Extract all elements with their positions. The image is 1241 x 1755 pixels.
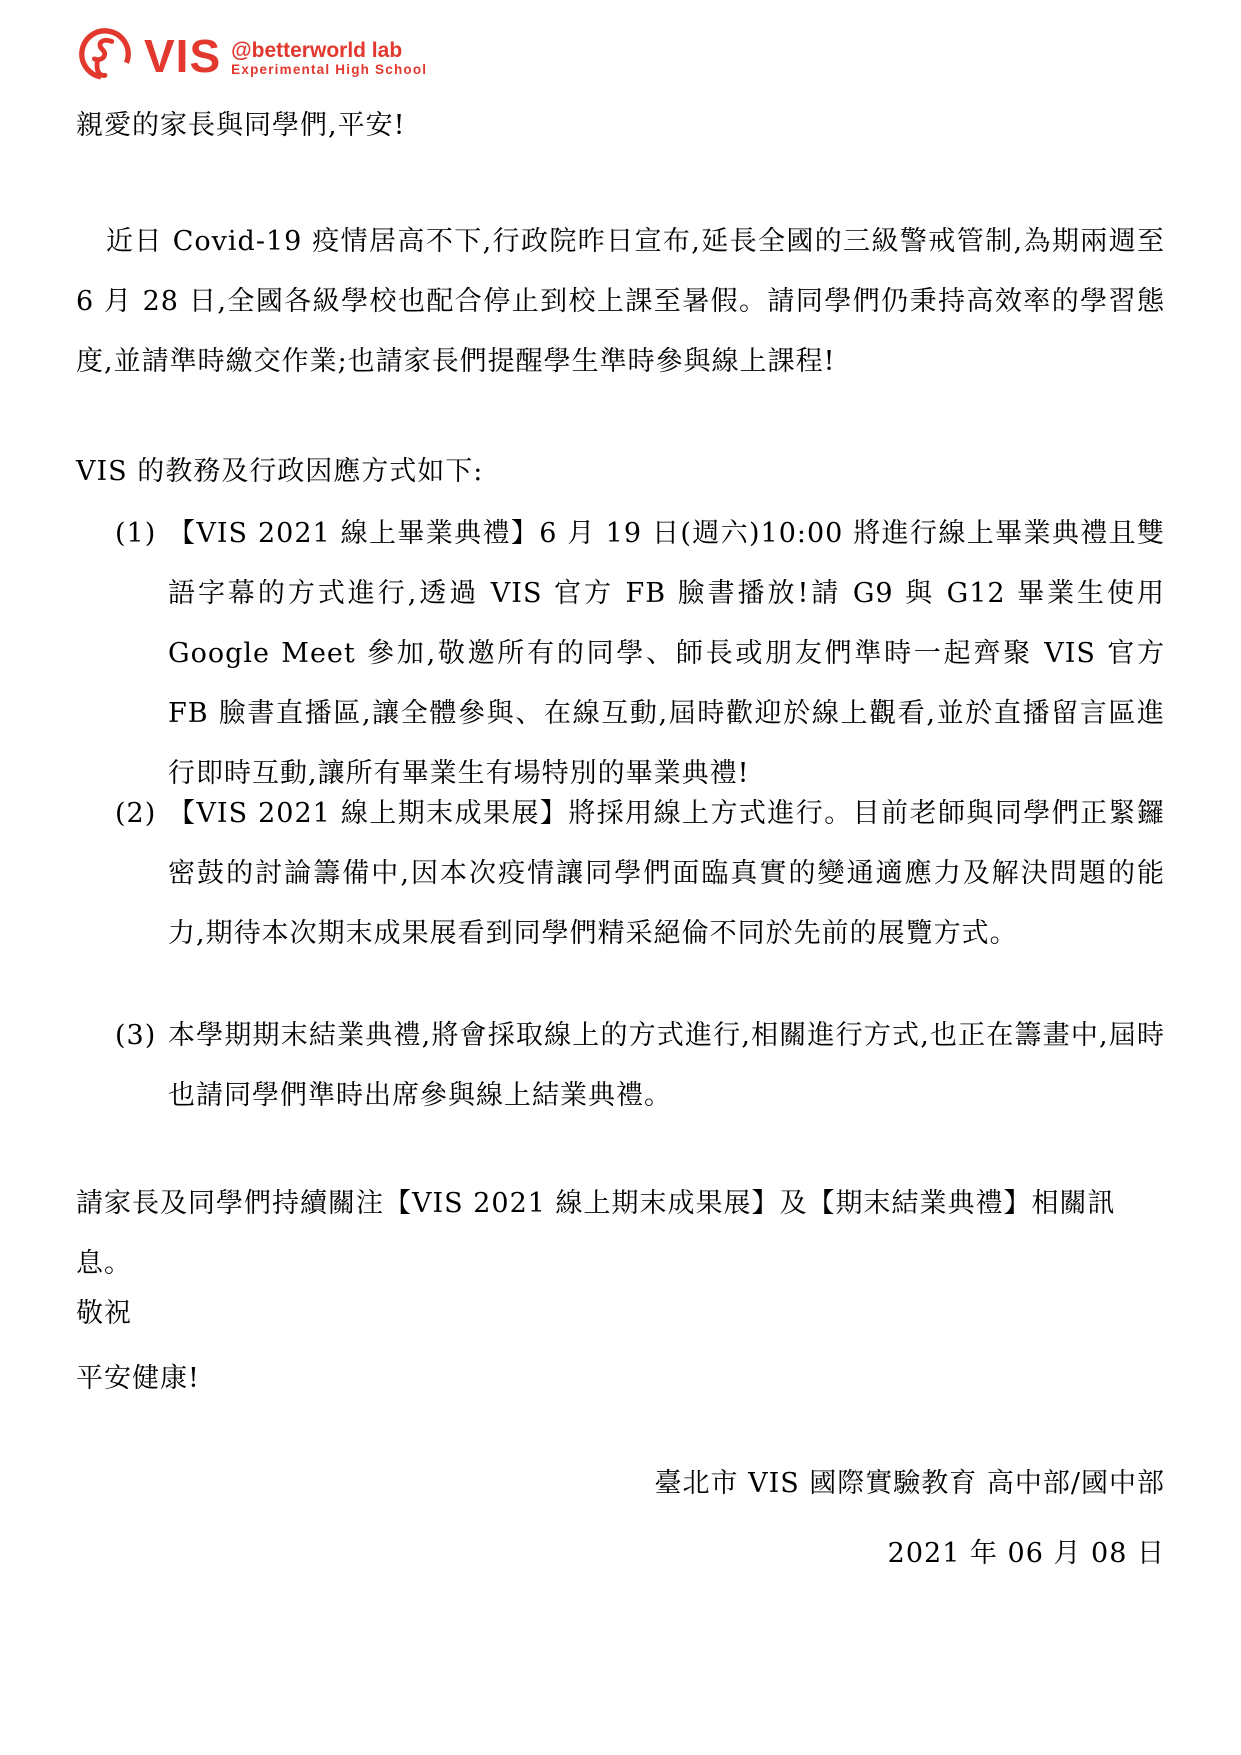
closing-wish: 平安健康!: [76, 1363, 200, 1394]
list-item-3: [76, 1006, 1165, 1126]
follow-up-paragraph: 請家長及同學們持續關注【VIS 2021 線上期末成果展】及【期末結業典禮】相關訊息。: [76, 1188, 1116, 1279]
intro-paragraph: 近日 Covid-19 疫情居高不下,行政院昨日宣布,延長全國的三級警戒管制,為期兩週至 6 月 28 日,全國各級學校也配合停止到校上課至暑假。請同學們仍秉持高效率的學習態度,並請準時繳交作業;也請家長們提醒學生準時參與線上課程!: [76, 226, 1165, 377]
list-item-1: [76, 504, 1165, 804]
list-item-2: [76, 784, 1165, 964]
list-item-2-number: (2): [115, 798, 157, 829]
signature-line: 臺北市 VIS 國際實驗教育 高中部/國中部: [654, 1468, 1165, 1499]
list-item-3-text: 本學期期末結業典禮,將會採取線上的方式進行,相關進行方式,也正在籌畫中,屆時也請同學們準時出席參與線上結業典禮。: [168, 1020, 1165, 1111]
logo-tagline: [231, 34, 427, 78]
date-line: 2021 年 06 月 08 日: [887, 1538, 1165, 1569]
vis-logo-icon: [76, 27, 134, 85]
section-header: VIS 的教務及行政因應方式如下:: [76, 456, 484, 487]
list-item-1-number: (1): [115, 518, 157, 549]
logo-tagline-bottom: Experimental High School: [231, 62, 428, 77]
school-logo: [76, 26, 427, 86]
list-item-3-number: (3): [115, 1020, 157, 1051]
closing-salute: 敬祝: [76, 1298, 132, 1329]
list-item-2-text: 【VIS 2021 線上期末成果展】將採用線上方式進行。目前老師與同學們正緊鑼密鼓的討論籌備中,因本次疫情讓同學們面臨真實的變通適應力及解決問題的能力,期待本次期末成果展看到同學們精采絕倫不同於先前的展覽方式。: [168, 798, 1165, 949]
greeting-line: 親愛的家長與同學們,平安!: [76, 110, 406, 141]
logo-tagline-top: @betterworld lab: [231, 39, 403, 62]
list-item-1-text: 【VIS 2021 線上畢業典禮】6 月 19 日(週六)10:00 將進行線上畢業典禮且雙語字幕的方式進行,透過 VIS 官方 FB 臉書播放!請 G9 與 G12 畢業生使用 Google Meet 參加,敬邀所有的同學、師長或朋友們準時一起齊聚 VIS 官方 FB 臉書直播區,讓全體參與、在線互動,屆時歡迎於線上觀看,並於直播留言區進行即時互動,讓所有畢業生有場特別的畢業典禮!: [168, 518, 1165, 789]
logo-brand-text: VIS: [144, 30, 222, 82]
